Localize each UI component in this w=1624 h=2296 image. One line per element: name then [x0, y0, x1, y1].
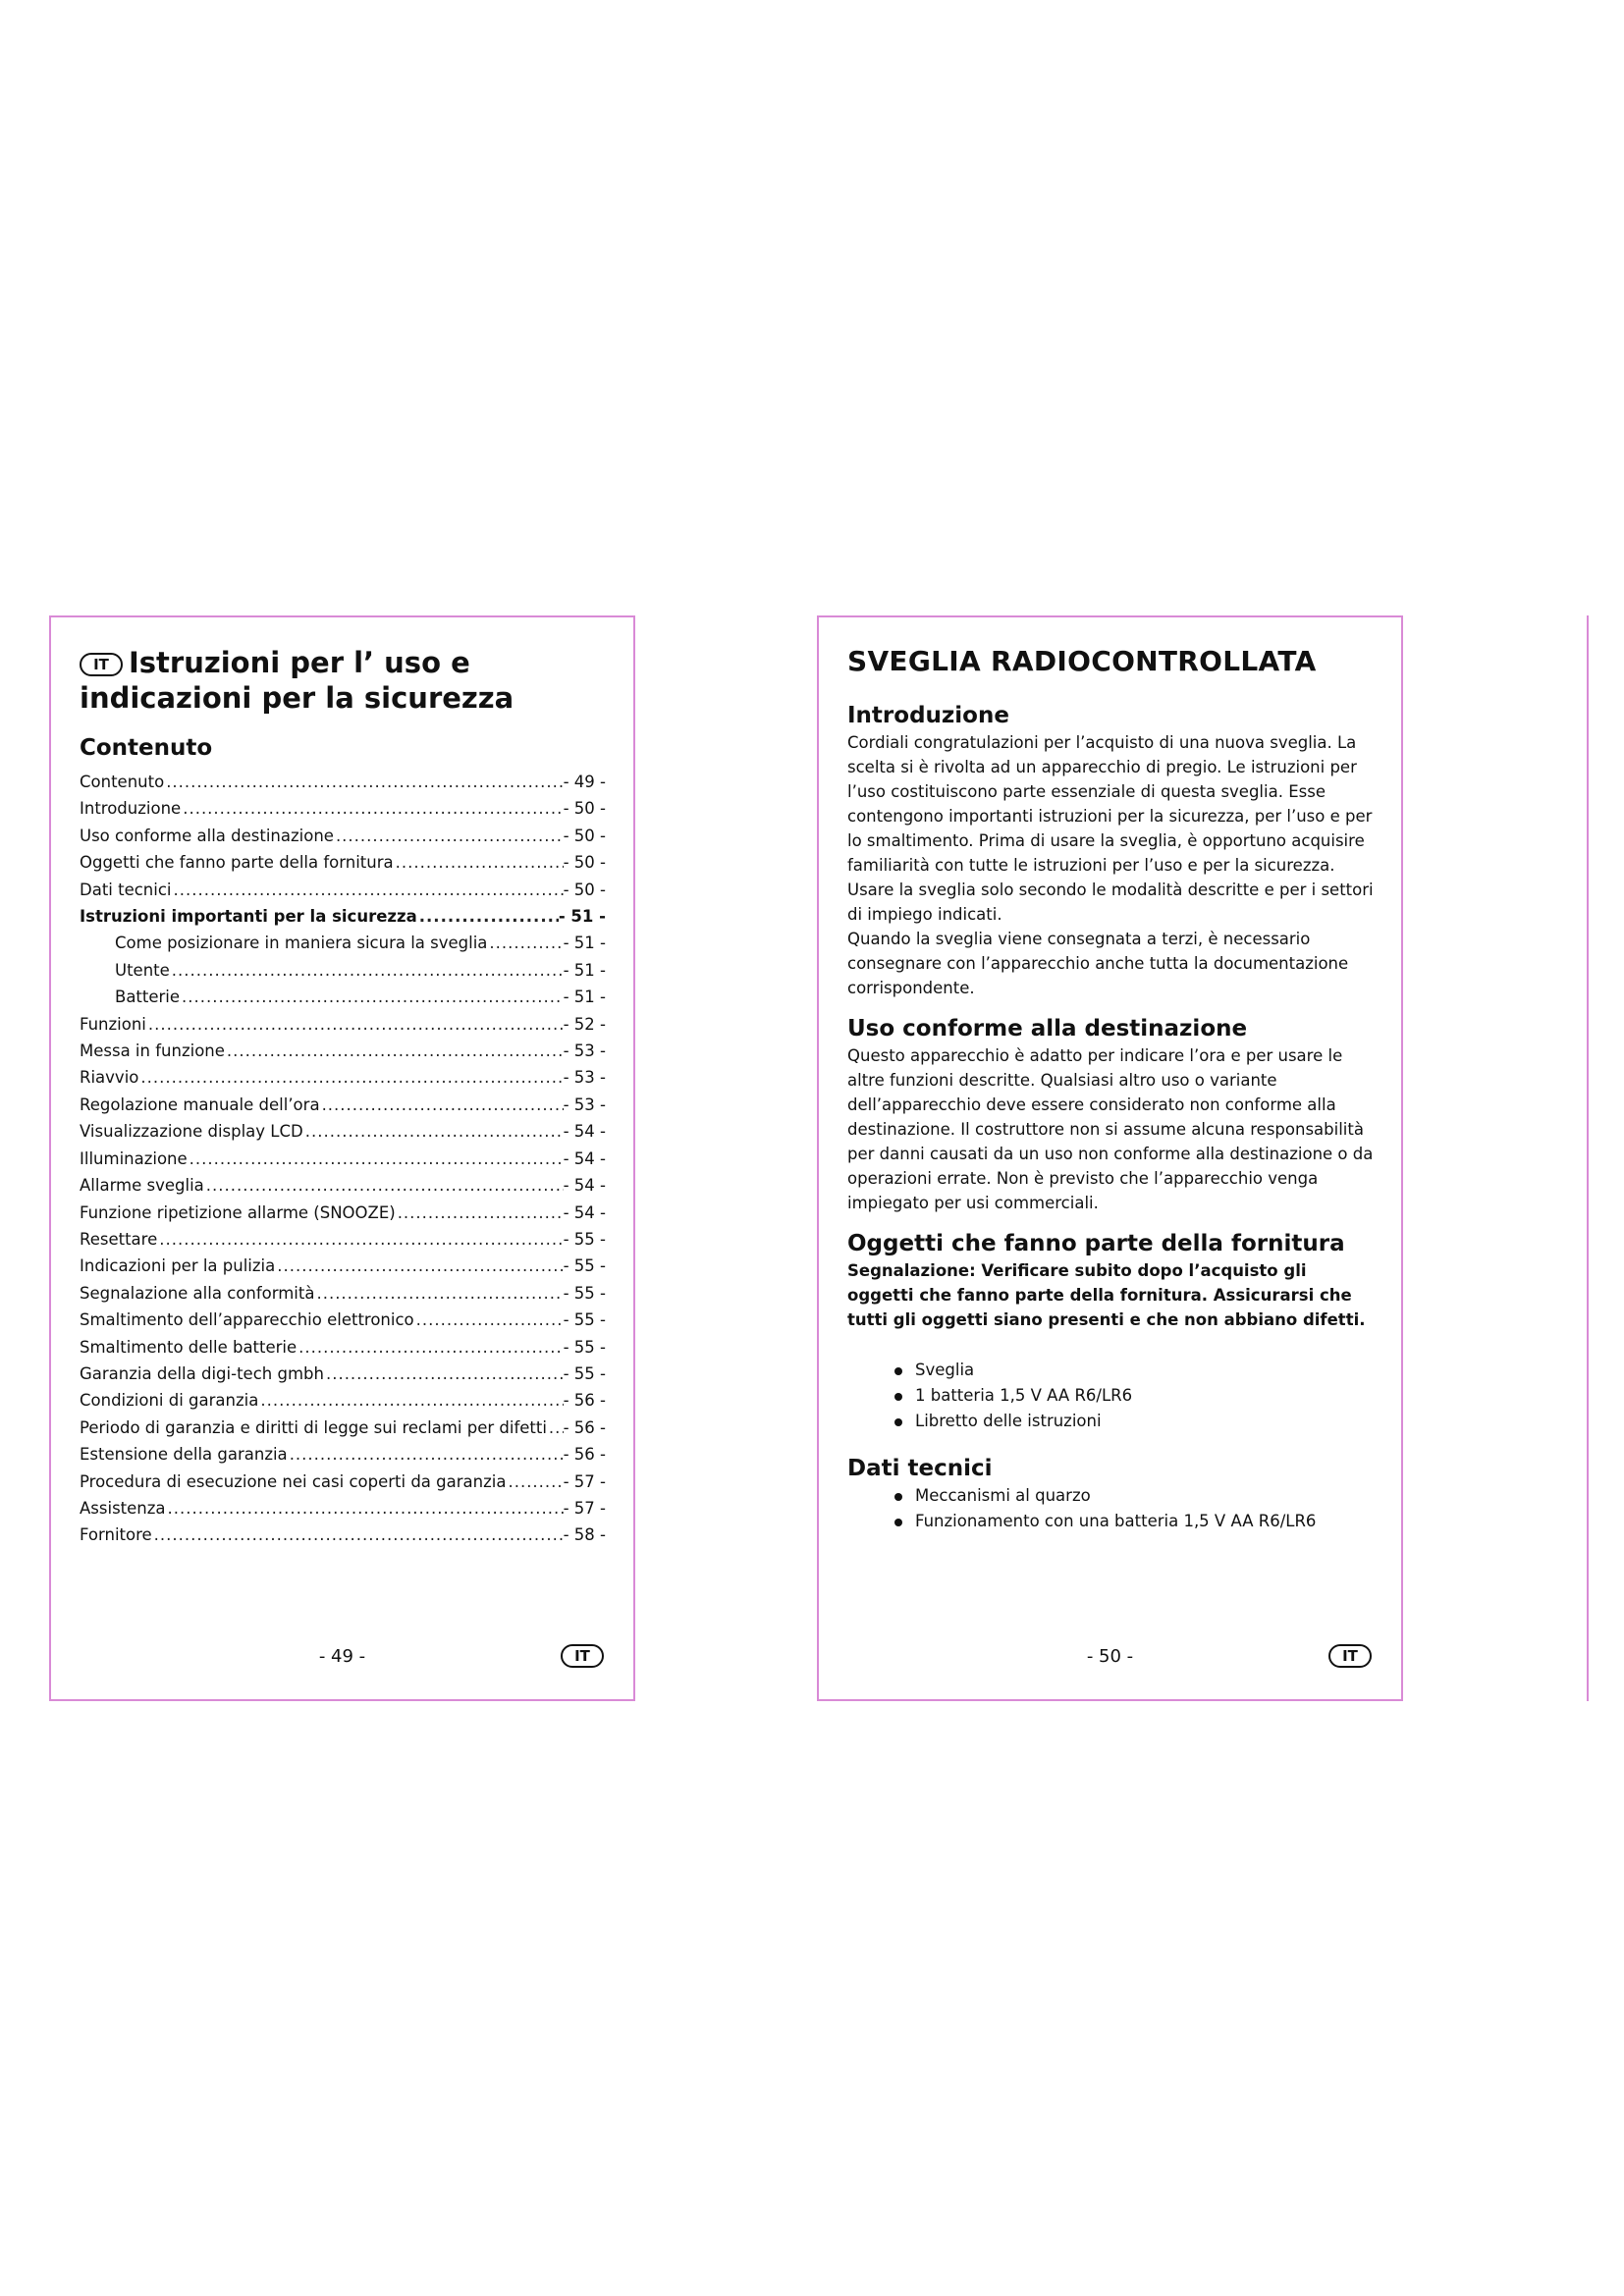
table-of-contents: [80, 769, 606, 1549]
toc-entry-page: - 50 -: [563, 826, 606, 845]
toc-entry-page: - 51 -: [563, 934, 606, 953]
list-item: 1 batteria 1,5 V AA R6/LR6: [894, 1383, 1374, 1409]
toc-entry-page: - 55 -: [563, 1283, 606, 1303]
toc-entry[interactable]: [80, 1146, 606, 1172]
dati-list: [847, 1483, 1374, 1534]
toc-leader: [180, 984, 564, 1010]
toc-entry[interactable]: [80, 1011, 606, 1038]
oggetti-list: [847, 1358, 1374, 1434]
toc-entry-page: - 51 -: [563, 988, 606, 1007]
toc-leader: [225, 1038, 564, 1064]
toc-entry[interactable]: [80, 1441, 606, 1468]
toc-entry[interactable]: [80, 903, 606, 930]
toc-leader: [138, 1064, 563, 1091]
toc-leader: [334, 823, 564, 849]
toc-entry-page: - 57 -: [563, 1498, 606, 1518]
section-heading-uso-conforme: Uso conforme alla destinazione: [847, 1016, 1248, 1041]
section-heading-oggetti: Oggetti che fanno parte della fornitura: [847, 1231, 1345, 1256]
toc-entry-label: Introduzione: [80, 799, 182, 819]
toc-entry-label: Illuminazione: [80, 1148, 188, 1168]
toc-entry-label: Come posizionare in maniera sicura la sveglia: [115, 934, 488, 953]
toc-entry[interactable]: [80, 877, 606, 903]
toc-entry-label: Procedura di esecuzione nei casi coperti da garanzia: [80, 1471, 507, 1491]
toc-entry[interactable]: [80, 1092, 606, 1118]
toc-leader: [181, 795, 563, 822]
toc-leader: [170, 957, 564, 984]
toc-entry-page: - 54 -: [563, 1202, 606, 1222]
page-49: [49, 615, 635, 1701]
list-item: Sveglia: [894, 1358, 1374, 1383]
toc-entry-label: Fornitore: [80, 1525, 152, 1545]
toc-entry-page: - 51 -: [563, 960, 606, 980]
toc-leader: [394, 849, 564, 876]
language-badge-it: IT: [80, 653, 123, 676]
toc-entry[interactable]: [80, 1253, 606, 1279]
page-50-content: [847, 645, 1374, 1534]
toc-entry-label: Utente: [115, 960, 170, 980]
page-number: - 49 -: [318, 1646, 366, 1667]
toc-entry-page: - 53 -: [563, 1095, 606, 1114]
toc-entry-page: - 53 -: [563, 1041, 606, 1061]
toc-entry-label: Condizioni di garanzia: [80, 1391, 259, 1411]
toc-entry[interactable]: [80, 1495, 606, 1522]
toc-entry-page: - 56 -: [563, 1417, 606, 1437]
toc-entry-page: - 58 -: [563, 1525, 606, 1545]
toc-entry-label: Riavvio: [80, 1068, 139, 1088]
toc-leader: [297, 1334, 563, 1361]
toc-leader: [303, 1118, 564, 1145]
toc-entry-page: - 55 -: [563, 1310, 606, 1330]
toc-leader: [166, 1495, 564, 1522]
toc-entry-page: - 50 -: [563, 799, 606, 819]
toc-entry-page: - 55 -: [563, 1363, 606, 1383]
page-50: [817, 615, 1403, 1701]
toc-leader: [204, 1172, 564, 1199]
toc-entry[interactable]: [80, 795, 606, 822]
list-item: Funzionamento con una batteria 1,5 V AA R6/LR6: [894, 1509, 1374, 1534]
toc-leader: [172, 877, 564, 903]
toc-entry-page: - 50 -: [563, 853, 606, 873]
toc-entry[interactable]: [80, 823, 606, 849]
section-heading-introduzione: Introduzione: [847, 703, 1009, 728]
toc-entry-label: Contenuto: [80, 773, 165, 791]
toc-entry-page: - 56 -: [563, 1445, 606, 1465]
toc-entry[interactable]: [80, 1200, 606, 1226]
language-badge-it: IT: [561, 1644, 604, 1668]
toc-entry-label: Uso conforme alla destinazione: [80, 826, 334, 845]
toc-entry-label: Smaltimento dell’apparecchio elettronico: [80, 1310, 414, 1330]
toc-entry-label: Regolazione manuale dell’ora: [80, 1095, 320, 1114]
oggetti-paragraph: Segnalazione: Verificare subito dopo l’acquisto gli oggetti che fanno parte della fornitura. Assicurarsi che tutti gli oggetti siano presenti e che non abbiano difetti.: [847, 1261, 1366, 1329]
toc-heading: Contenuto: [80, 735, 213, 761]
toc-leader: [146, 1011, 564, 1038]
toc-entry[interactable]: [80, 957, 606, 984]
toc-entry[interactable]: [80, 1415, 606, 1441]
toc-entry-label: Oggetti che fanno parte della fornitura: [80, 853, 394, 873]
toc-leader: [314, 1280, 563, 1307]
toc-entry[interactable]: [80, 1307, 606, 1333]
toc-entry-label: Istruzioni importanti per la sicurezza: [80, 907, 417, 927]
toc-entry-label: Visualizzazione display LCD: [80, 1122, 303, 1142]
toc-entry[interactable]: [80, 1064, 606, 1091]
toc-leader: [417, 903, 559, 930]
toc-leader: [157, 1226, 563, 1253]
toc-leader: [487, 930, 563, 956]
page-number: - 50 -: [1086, 1646, 1134, 1667]
toc-entry-label: Estensione della garanzia: [80, 1445, 288, 1465]
list-item: Libretto delle istruzioni: [894, 1409, 1374, 1434]
toc-entry-label: Periodo di garanzia e diritti di legge sui reclami per difetti: [80, 1417, 547, 1437]
toc-entry[interactable]: [80, 1226, 606, 1253]
toc-entry[interactable]: [80, 1038, 606, 1064]
toc-entry-label: Indicazioni per la pulizia: [80, 1256, 276, 1276]
toc-entry[interactable]: [80, 930, 606, 956]
page-title: [80, 645, 606, 716]
toc-entry-label: Messa in funzione: [80, 1041, 225, 1061]
toc-entry-page: - 57 -: [563, 1471, 606, 1491]
toc-entry-page: - 56 -: [563, 1391, 606, 1411]
page-footer: [51, 1644, 633, 1672]
toc-entry-label: Assistenza: [80, 1498, 166, 1518]
toc-entry-label: Funzione ripetizione allarme (SNOOZE): [80, 1202, 396, 1222]
toc-entry-label: Allarme sveglia: [80, 1176, 204, 1196]
toc-entry-page: - 53 -: [563, 1068, 606, 1088]
toc-leader: [164, 769, 563, 795]
toc-entry-page: - 54 -: [563, 1122, 606, 1142]
intro-paragraph-2: Quando la sveglia viene consegnata a terzi, è necessario consegnare con l’apparecchio anche tutta la documentazione corrispondente.: [847, 930, 1349, 997]
toc-entry[interactable]: [80, 1387, 606, 1414]
toc-leader: [152, 1522, 564, 1548]
toc-leader: [258, 1387, 563, 1414]
section-heading-dati-tecnici: Dati tecnici: [847, 1456, 993, 1481]
toc-leader: [396, 1200, 564, 1226]
language-badge-it: IT: [1328, 1644, 1372, 1668]
page-49-content: [80, 645, 606, 1549]
toc-entry-page: - 51 -: [558, 907, 606, 927]
toc-entry-label: Smaltimento delle batterie: [80, 1337, 298, 1357]
page-title: SVEGLIA RADIOCONTROLLATA: [847, 645, 1317, 677]
toc-entry[interactable]: [80, 849, 606, 876]
toc-entry[interactable]: [80, 1118, 606, 1145]
list-item: Meccanismi al quarzo: [894, 1483, 1374, 1509]
toc-leader: [324, 1361, 564, 1387]
toc-entry[interactable]: [80, 984, 606, 1010]
toc-entry-label: Funzioni: [80, 1014, 146, 1034]
toc-entry[interactable]: [80, 1522, 606, 1548]
toc-entry-page: - 55 -: [563, 1229, 606, 1249]
toc-leader: [320, 1092, 564, 1118]
toc-entry[interactable]: [80, 1468, 606, 1495]
toc-entry-page: - 55 -: [563, 1337, 606, 1357]
toc-leader: [275, 1253, 563, 1279]
toc-entry-label: Garanzia della digi-tech gmbh: [80, 1363, 324, 1383]
toc-entry-page: - 50 -: [563, 880, 606, 899]
toc-entry-label: Resettare: [80, 1229, 158, 1249]
page-title-text: Istruzioni per l’ uso e indicazioni per la sicurezza: [80, 646, 514, 715]
toc-leader: [288, 1441, 564, 1468]
toc-entry-label: Batterie: [115, 988, 181, 1007]
page-footer: [819, 1644, 1401, 1672]
toc-leader: [414, 1307, 564, 1333]
toc-entry-page: - 55 -: [563, 1256, 606, 1276]
toc-entry[interactable]: [80, 769, 606, 795]
toc-entry-label: Dati tecnici: [80, 880, 172, 899]
toc-leader: [506, 1468, 563, 1495]
toc-entry-page: - 52 -: [563, 1014, 606, 1034]
toc-leader: [547, 1415, 564, 1441]
intro-paragraph: Cordiali congratulazioni per l’acquisto di una nuova sveglia. La scelta si è rivolta ad un apparecchio di pregio. Le istruzioni per l’uso costituiscono parte essenziale di questa sveglia. Esse contengono importanti istruzioni per la sicurezza, per l’uso e per lo smaltimento. Prima di usare la sveglia, è opportuno acquisire familiarità con tutte le istruzioni per l’uso e per la sicurezza. Usare la sveglia solo secondo le modalità descritte e per i settori di impiego indicati.: [847, 733, 1374, 924]
toc-entry-label: Segnalazione alla conformità: [80, 1283, 315, 1303]
uso-paragraph: Questo apparecchio è adatto per indicare l’ora e per usare le altre funzioni descritte. Qualsiasi altro uso o variante dell’apparecchio deve essere considerato non conforme alla destinazione. Il costruttore non si assume alcuna responsabilità per danni causati da un uso non conforme alla destinazione o da operazioni errate. Non è previsto che l’apparecchio venga impiegato per usi commerciali.: [847, 1046, 1374, 1212]
toc-entry[interactable]: [80, 1172, 606, 1199]
next-page-edge: [1587, 615, 1589, 1701]
toc-entry-page: - 54 -: [563, 1176, 606, 1196]
toc-entry[interactable]: [80, 1280, 606, 1307]
toc-entry-page: - 49 -: [563, 773, 606, 791]
toc-entry-page: - 54 -: [563, 1148, 606, 1168]
toc-entry[interactable]: [80, 1334, 606, 1361]
toc-entry[interactable]: [80, 1361, 606, 1387]
toc-leader: [188, 1146, 564, 1172]
